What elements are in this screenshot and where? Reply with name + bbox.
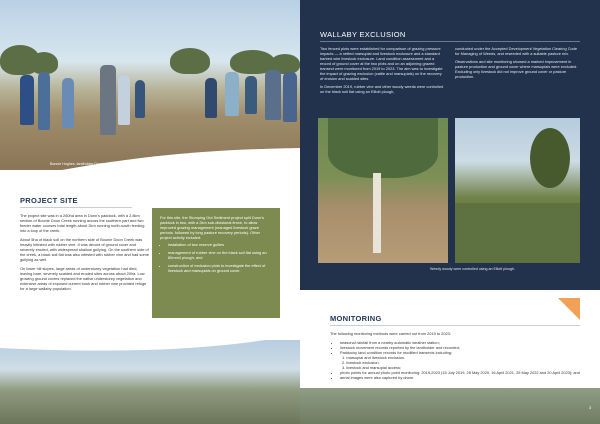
white-wave-divider	[0, 140, 300, 200]
list-item: • livestock movement records reported by the landholder and recorded;	[340, 345, 585, 350]
list-item: • seasonal rainfall from a nearby automatic weather station;	[340, 340, 585, 345]
wallaby-text-col2	[455, 46, 580, 79]
decorative-corner-triangle	[558, 298, 580, 320]
project-site-text	[20, 213, 150, 291]
wallaby-text-col1	[320, 46, 445, 94]
plough-site-photo	[455, 118, 580, 263]
section-divider	[20, 207, 132, 208]
list-item: • management of rubber vine on the black soil flat using an 80mm4 plough; and	[168, 250, 272, 260]
list-item: • photo points for annual photo point monitoring: 2019-2023 (15 July 2019, 28 May 2020, 16 April 2021, 25 May 2022 and 20 April 2023); and	[340, 370, 585, 375]
photo-caption: Bonnie Hughes, landholder Damian Wiseman at Dunn's paddock site discussing wallaby grazing pressure.	[50, 162, 220, 166]
list-sub-item: 2. livestock exclusion.	[342, 360, 380, 365]
box-intro: For this site, the Stomping Out Sediment project split Dunn's paddock in two, with a 2km sub-divisional fence, to allow improved grazing management (managed livestock graze periods, followed by long pasture recovery periods). Other project activity included:	[160, 215, 264, 240]
paragraph: About 5ha of black soil on the northern side of Boonie Doon Creek was heavily infested with rubber vine. It was devoid of ground cover and severely eroded, with widespread shallow gullying. On the southern side of the creek, a black soil flat was also infested with rubber vine and had some gullying as well.	[20, 237, 149, 262]
exclusion-plot-photo	[318, 118, 448, 263]
paragraph: The project site was in a 260ha area in Dunn's paddock, with a 2.8km section of Boonie Doon Creek running across the southern part and two feeder water courses total length about 2km running north-south feeding into a loop of the creek.	[20, 213, 145, 233]
section-title-monitoring: MONITORING	[330, 314, 382, 323]
section-divider	[330, 325, 580, 326]
page-number: 3	[589, 405, 592, 410]
landscape-photo	[300, 388, 600, 424]
section-title-wallaby-exclusion: WALLABY EXCLUSION	[320, 30, 406, 39]
white-wave-divider	[300, 270, 600, 340]
section-title-project-site: PROJECT SITE	[20, 196, 78, 205]
list-item: • Paddocky land condition records for modified transects including:	[340, 350, 585, 355]
monitoring-intro: The following monitoring methods were carried out from 2019 to 2023:	[330, 331, 451, 336]
activities-list	[160, 242, 272, 273]
list-sub-item: 3. livestock and marsupial access;	[342, 365, 402, 370]
paragraph: In December 2019, rubber vine and other woody weeds were controlled on the black soil flat using an Elliott plough,	[320, 84, 444, 94]
paragraph: Observations and site monitoring showed a marked improvement in pasture production and ground cover where marsupials were excluded. Excluding only livestock did not improve ground cover or pasture production.	[455, 59, 578, 79]
project-activities-box	[152, 208, 280, 318]
list-sub-item: 1. marsupial and livestock exclusion.	[342, 355, 406, 360]
list-item: • aerial images were also captured by drone.	[340, 375, 585, 380]
photo-caption: Weedy woody were controlled using an Elliott plough.	[430, 267, 516, 271]
paragraph: Two fenced plots were established for comparison of grazing pressure impacts — a netted marsupial and livestock exclosure and a standard barbed wire livestock exclosure. Land condition assessment and a record of ground cover at the two plots and on an adjoining grazed transect were monitored from 2019 to 2023. The aim was to investigate the impact of grazing exclusion (cattle and marsupials) on the recovery of erosion and scalded sites.	[320, 46, 443, 81]
paragraph: conducted under the Accepted Development Vegetation Clearing Code for Managing of Weeds, and reseeded with a suitable pasture mix.	[455, 46, 577, 56]
list-item: • construction of exclusion plots to investigate the effect of livestock and marsupials on ground cover.	[168, 263, 272, 273]
monitoring-list	[330, 340, 585, 380]
list-item: • installation of two reserve gullies	[168, 242, 272, 247]
section-divider	[320, 41, 580, 42]
white-wave-divider	[0, 320, 300, 360]
paragraph: On lower hill slopes, large areas of understorey vegetation had died, leaving bare, severely scalded and eroded sites across about 20ha. Low growing ground covers replaced the native understorey vegetation and extensive areas of exposed current bush and rubber vine provided refuge for a large wallaby population.	[20, 266, 147, 291]
